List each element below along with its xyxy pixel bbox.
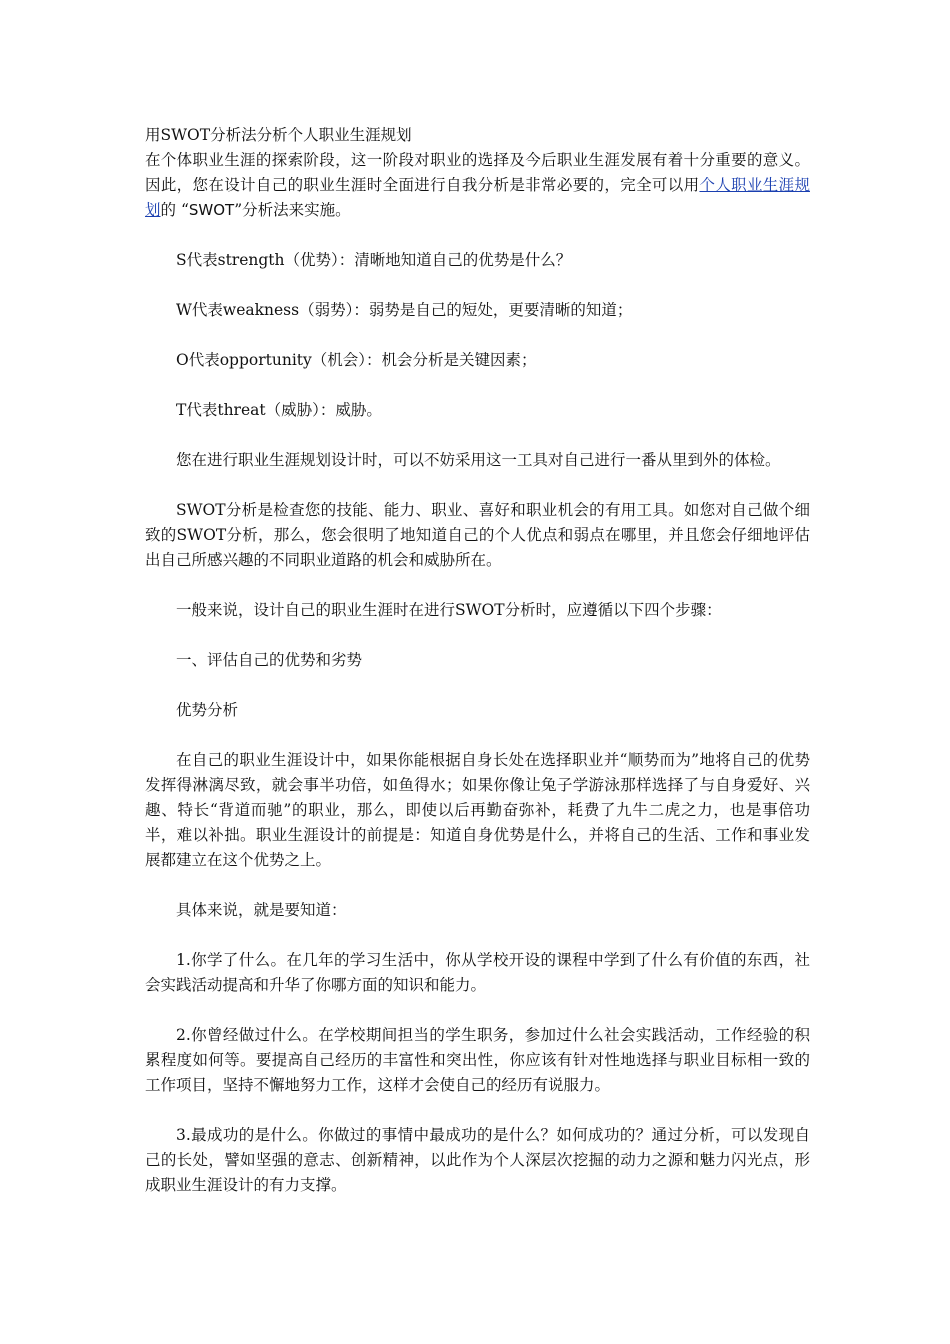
- para-specifically: 具体来说，就是要知道：: [176, 901, 347, 919]
- list-item-3: 3.最成功的是什么。你做过的事情中最成功的是什么？如何成功的？通过分析，可以发现自己的长处，譬如坚强的意志、创新精神，以此作为个人深层次挖掘的动力之源和魅力闪光点，形成职业生涯设计的有力支撑。: [145, 1126, 810, 1194]
- document-title: 用SWOT分析法分析个人职业生涯规划: [145, 126, 412, 144]
- swot-word: SWOT: [188, 201, 235, 219]
- intro-text: 在个体职业生涯的探索阶段，这一阶段对职业的选择及今后职业生涯发展有着十分重要的意义。因此，您在设计自己的职业生涯时全面进行自我分析是非常必要的，完全可以用: [145, 151, 810, 194]
- section-heading-step-one: 一、评估自己的优势和劣势: [176, 651, 363, 669]
- career-planning-link[interactable]: 个人职业生涯规划: [145, 176, 810, 219]
- para-four-steps: 一般来说，设计自己的职业生涯时在进行SWOT分析时，应遵循以下四个步骤：: [176, 601, 722, 619]
- para-opportunity: O代表opportunity（机会）：机会分析是关键因素；: [176, 351, 537, 369]
- list-item-1: 1.你学了什么。在几年的学习生活中，你从学校开设的课程中学到了什么有价值的东西，社会实践活动提高和升华了你哪方面的知识和能力。: [145, 951, 810, 994]
- para-swot-tool: SWOT分析是检查您的技能、能力、职业、喜好和职业机会的有用工具。如您对自己做个细致的SWOT分析，那么，您会很明了地知道自己的个人优点和弱点在哪里，并且您会仔细地评估出自己所感兴趣的不同职业道路的机会和威胁所在。: [145, 501, 810, 569]
- intro-paragraph: [145, 148, 810, 223]
- document-page: [145, 123, 810, 1198]
- para-strength-analysis: 在自己的职业生涯设计中，如果你能根据自身长处在选择职业并“顺势而为”地将自己的优势发挥得淋漓尽致，就会事半功倍，如鱼得水；如果你像让兔子学游泳那样选择了与自身爱好、兴趣、特长“背道而驰”的职业，那么，即使以后再勤奋弥补，耗费了九牛二虎之力，也是事倍功半，难以补拙。职业生涯设计的前提是：知道自身优势是什么，并将自己的生活、工作和事业发展都建立在这个优势之上。: [145, 751, 810, 869]
- para-weakness: W代表weakness（弱势）：弱势是自己的短处，更要清晰的知道；: [176, 301, 633, 319]
- list-item-2: 2.你曾经做过什么。在学校期间担当的学生职务，参加过什么社会实践活动，工作经验的积累程度如何等。要提高自己经历的丰富性和突出性，你应该有针对性地选择与职业目标相一致的工作项目，坚持不懈地努力工作，这样才会使自己的经历有说服力。: [145, 1026, 810, 1094]
- intro-text-after: 的 “: [160, 201, 189, 219]
- para-threat: T代表threat（威胁）：威胁。: [176, 401, 382, 419]
- para-strength: S代表strength（优势）：清晰地知道自己的优势是什么？: [176, 251, 572, 269]
- intro-text-end: ”分析法来实施。: [234, 201, 351, 219]
- para-checkup: 您在进行职业生涯规划设计时，可以不妨采用这一工具对自己进行一番从里到外的体检。: [176, 451, 781, 469]
- subheading-strength-analysis: 优势分析: [176, 701, 239, 719]
